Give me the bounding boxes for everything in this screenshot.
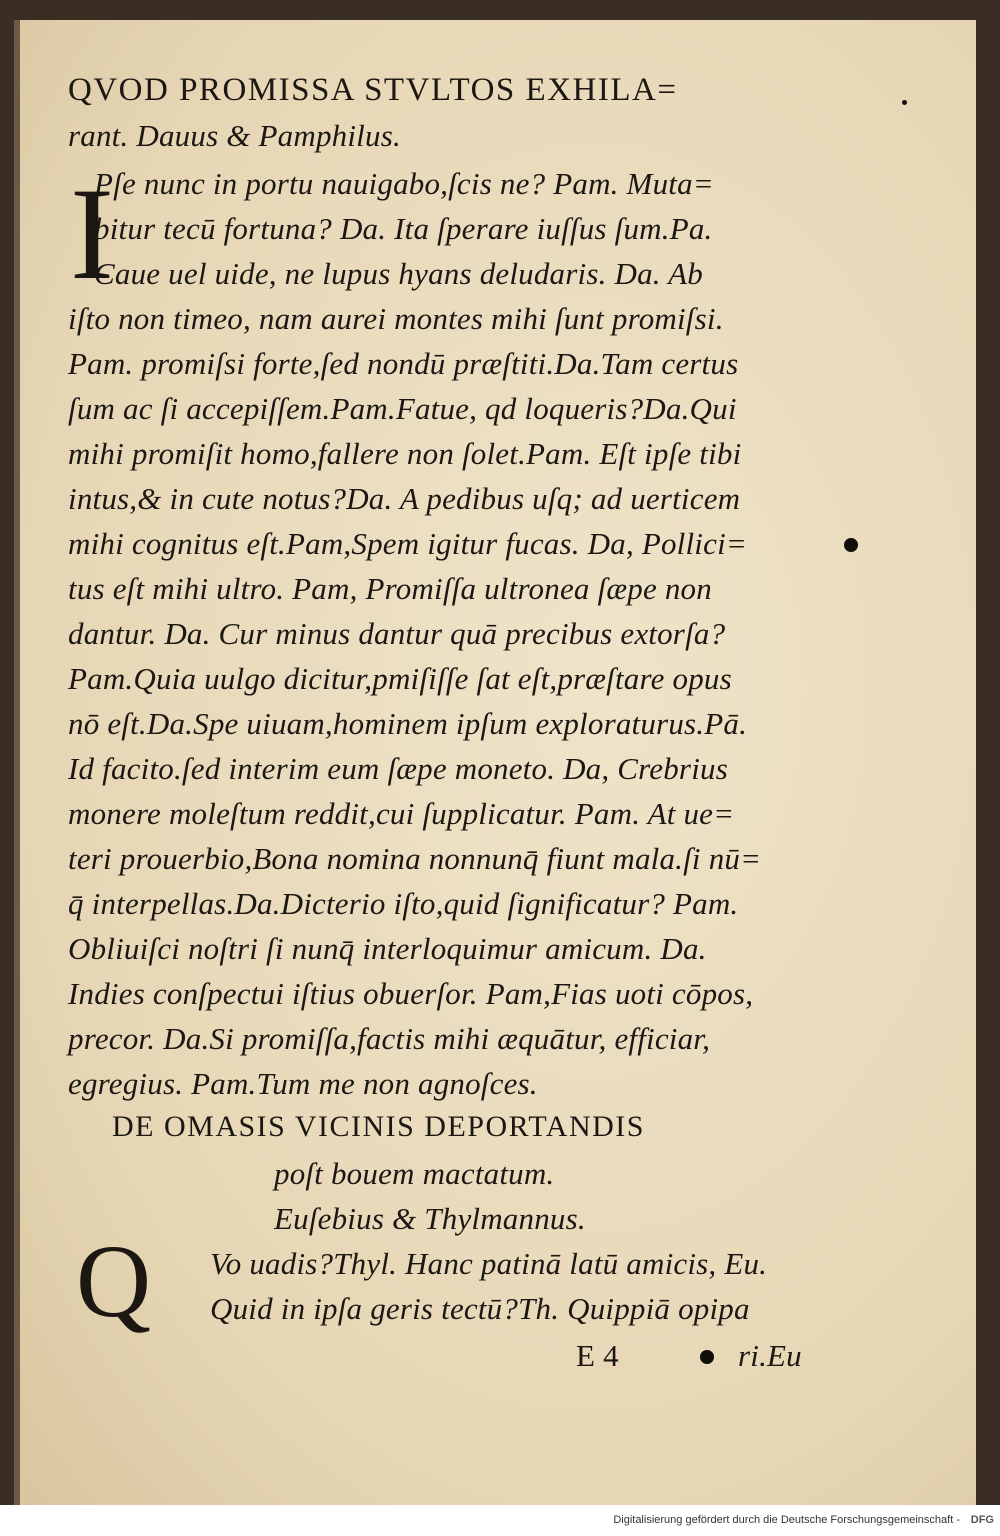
dfg-logo: DFG: [970, 1514, 994, 1526]
section-line: Quid in ipſa geris tectū?Th. Quippiā opipa: [210, 1291, 750, 1326]
page-heading-continued: rant. Dauus & Pamphilus.: [68, 118, 401, 153]
funding-credit: Digitalisierung gefördert durch die Deutsche Forschungsgemeinschaft -: [613, 1514, 960, 1526]
body-line: Pam.Quia uulgo dicitur,pmiſiſſe ſat eſt,præſtare opus: [68, 661, 732, 696]
body-line: iſto non timeo, nam aurei montes mihi ſunt promiſsi.: [68, 301, 724, 336]
ink-speck: [902, 100, 907, 105]
section-line: Vo uadis?Thyl. Hanc patinā latū amicis, Eu.: [210, 1246, 768, 1281]
digitization-footer: [0, 1505, 1000, 1536]
body-line: mihi cognitus eſt.Pam,Spem igitur fucas. Da, Pollici=: [68, 526, 748, 561]
body-line: Pſe nunc in portu nauigabo,ſcis ne? Pam. Muta=: [94, 166, 714, 201]
body-line: Id facito.ſed interim eum ſæpe moneto. Da, Crebrius: [68, 751, 728, 786]
body-line: Pam. promiſsi forte,ſed nondū præſtiti.Da.Tam certus: [68, 346, 739, 381]
body-line: bitur tecū fortuna? Da. Ita ſperare iuſſus ſum.Pa.: [94, 211, 713, 246]
body-line: egregius. Pam.Tum me non agnoſces.: [68, 1066, 538, 1101]
body-line: q̄ interpellas.Da.Dicterio iſto,quid ſignificatur? Pam.: [68, 886, 739, 921]
ink-dot: [700, 1350, 714, 1364]
page-heading: QVOD PROMISSA STVLTOS EXHILA=: [68, 72, 678, 108]
section-subheading: poſt bouem mactatum.: [274, 1156, 555, 1191]
body-line: precor. Da.Si promiſſa,factis mihi æquātur, efficiar,: [68, 1021, 711, 1056]
section-speakers: Euſebius & Thylmannus.: [274, 1201, 586, 1236]
body-line: ſum ac ſi accepiſſem.Pam.Fatue, qd loqueris?Da.Qui: [68, 391, 737, 426]
section-heading: DE OMASIS VICINIS DEPORTANDIS: [112, 1110, 645, 1143]
body-line: Obliuiſci noſtri ſi nunq̄ interloquimur amicum. Da.: [68, 931, 707, 966]
signature-mark: E 4: [576, 1338, 619, 1373]
body-line: Indies conſpectui iſtius obuerſor. Pam,Fias uoti cōpos,: [68, 976, 754, 1011]
body-line: teri prouerbio,Bona nomina nonnunq̄ fiunt mala.ſi nū=: [68, 841, 762, 876]
ink-dot: [844, 538, 858, 552]
book-page: [14, 20, 976, 1505]
drop-cap-initial: Q: [76, 1224, 152, 1339]
catchword: ri.Eu: [738, 1338, 802, 1373]
body-line: nō eſt.Da.Spe uiuam,hominem ipſum exploraturus.Pā.: [68, 706, 748, 741]
body-line: intus,& in cute notus?Da. A pedibus uſq; ad uerticem: [68, 481, 741, 516]
body-line: Caue uel uide, ne lupus hyans deludaris. Da. Ab: [94, 256, 703, 291]
body-line: monere moleſtum reddit,cui ſupplicatur. Pam. At ue=: [68, 796, 735, 831]
body-line: tus eſt mihi ultro. Pam, Promiſſa ultronea ſæpe non: [68, 571, 712, 606]
body-line: dantur. Da. Cur minus dantur quā precibus extorſa?: [68, 616, 726, 651]
body-line: mihi promiſit homo,fallere non ſolet.Pam. Eſt ipſe tibi: [68, 436, 742, 471]
drop-cap-initial: I: [70, 160, 114, 307]
